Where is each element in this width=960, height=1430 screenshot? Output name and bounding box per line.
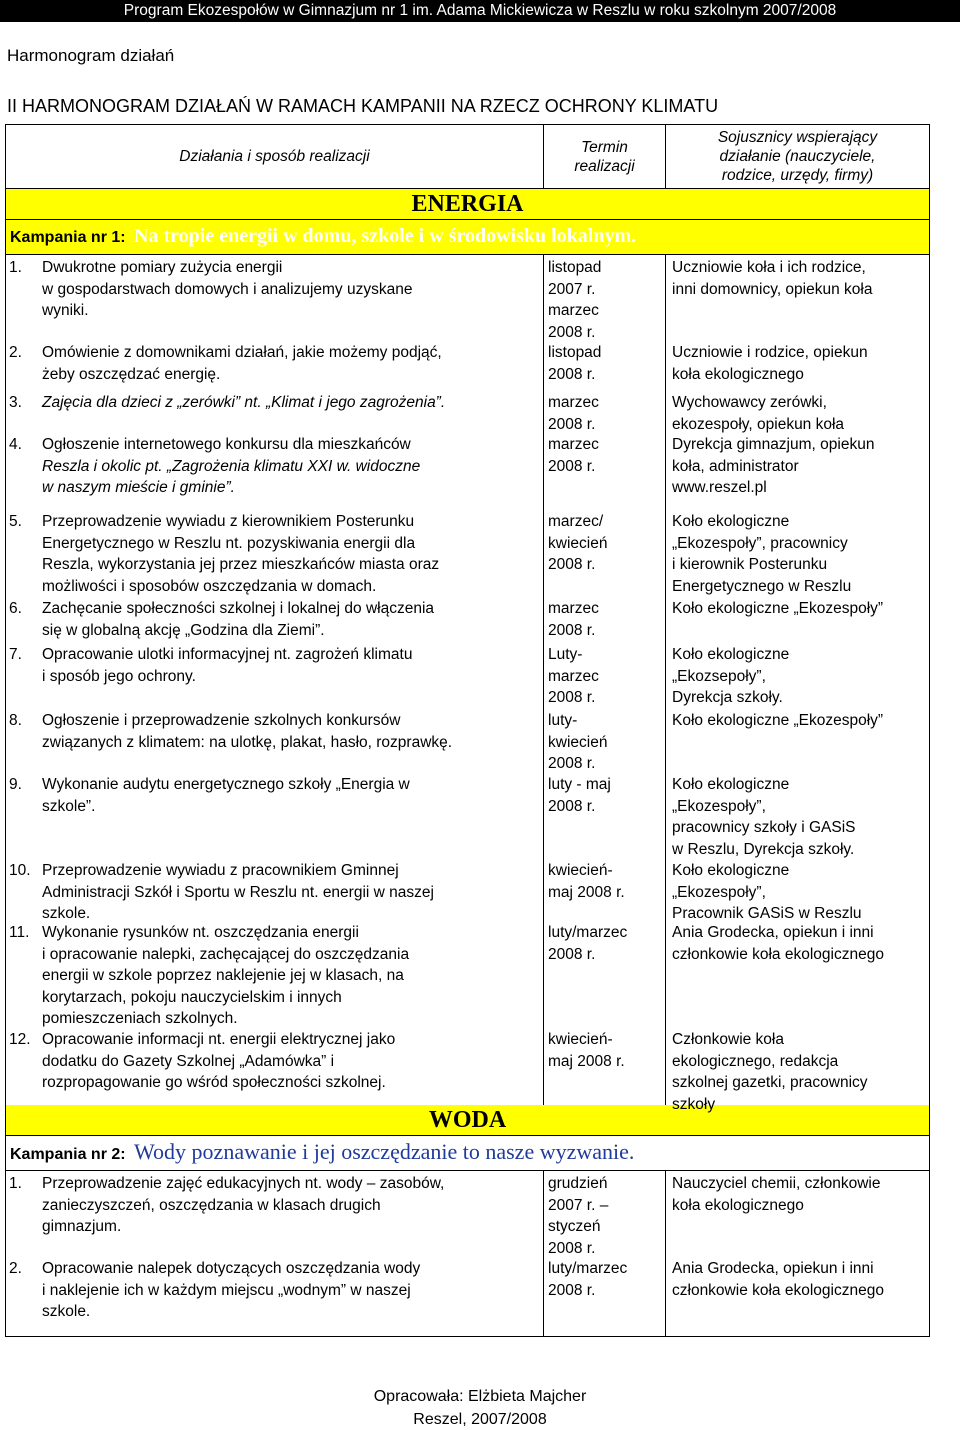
allies-line: „Ekozespoły”, <box>672 883 766 901</box>
allies-line: www.reszel.pl <box>672 479 767 496</box>
term-cell <box>543 1171 665 1256</box>
activity-cell <box>6 708 543 772</box>
activity-description <box>42 434 539 499</box>
term-cell <box>543 920 665 1027</box>
footer-author <box>0 1388 960 1406</box>
header-bar: Program Ekozespołów w Gimnazjum nr 1 im. Adama Mickiewicza w Reszlu w roku szkolnym 2007/2008 <box>0 0 960 22</box>
term-line: kwiecień- <box>548 862 613 879</box>
activity-description <box>42 257 539 322</box>
term-cell <box>543 432 665 509</box>
campaign-slogan: Wody poznawanie i jej oszczędzanie to nasze wyzwanie. <box>134 1139 635 1164</box>
allies-cell <box>665 432 929 509</box>
activity-description <box>42 774 539 817</box>
description-line: Wykonanie rysunków nt. oszczędzania energii <box>42 924 359 941</box>
table-row <box>6 920 929 1027</box>
description-line: się w globalną akcję „Godzina dla Ziemi”. <box>42 621 325 639</box>
activity-description <box>42 710 539 753</box>
table-row <box>6 858 929 920</box>
activity-description <box>42 598 539 641</box>
description-line: w gospodarstwach domowych i analizujemy uzyskane <box>42 280 413 298</box>
activity-description <box>42 644 539 687</box>
allies-cell <box>665 390 929 432</box>
header-allies-label <box>718 128 877 185</box>
term-line: 2008 r. <box>548 556 596 573</box>
term-line: 2008 r. <box>548 415 596 433</box>
term-line: marzec <box>548 667 599 685</box>
term-cell <box>543 642 665 708</box>
document-title: Harmonogram działań <box>7 46 175 65</box>
allies-cell <box>665 642 929 708</box>
allies-line: członkowie koła ekologicznego <box>672 945 884 963</box>
activity-cell <box>6 772 543 858</box>
section-band-woda: WODA <box>6 1105 929 1136</box>
term-line: 2008 r. <box>548 457 596 475</box>
description-line: Reszla, wykorzystania jej przez mieszkańców miasta oraz <box>42 556 440 573</box>
allies-line: Koło ekologiczne <box>672 513 790 530</box>
table-row <box>6 1256 929 1336</box>
allies-line: szkoły <box>672 1095 716 1113</box>
activity-cell <box>6 432 543 509</box>
allies-line: Koło ekologiczne <box>672 646 790 663</box>
campaign-1-row <box>6 220 929 255</box>
description-line: szkole”. <box>42 797 96 815</box>
term-cell <box>543 390 665 432</box>
description-line: Przeprowadzenie zajęć edukacyjnych nt. wody – zasobów, <box>42 1175 445 1192</box>
item-number: 10. <box>9 862 31 879</box>
schedule-table <box>5 124 930 1337</box>
item-number: 4. <box>9 436 22 453</box>
item-number: 2. <box>9 344 22 361</box>
term-line: luty/marzec <box>548 924 628 941</box>
allies-line: szkolnej gazetki, pracownicy <box>672 1074 868 1091</box>
description-line: i opracowanie nalepki, zachęcającej do oszczędzania <box>42 945 410 963</box>
table-row <box>6 772 929 858</box>
activity-cell <box>6 509 543 596</box>
activity-cell <box>6 390 543 432</box>
description-line: korytarzach, pokoju nauczycielskim i innych <box>42 988 342 1006</box>
term-cell <box>543 708 665 772</box>
description-line: Opracowanie ulotki informacyjnej nt. zagrożeń klimatu <box>42 646 413 663</box>
energia-rows <box>6 255 929 1113</box>
allies-line: w Reszlu, Dyrekcja szkoły. <box>672 840 855 858</box>
term-line: 2008 r. <box>548 755 596 772</box>
term-line: luty - maj <box>548 776 611 793</box>
allies-line: Dyrekcja szkoły. <box>672 689 783 706</box>
allies-line: koła, administrator <box>672 457 799 475</box>
header-term-line: Termin <box>581 138 628 156</box>
allies-line: koła ekologicznego <box>672 1196 804 1214</box>
term-line: 2008 r. <box>548 365 596 383</box>
description-line: Przeprowadzenie wywiadu z pracownikiem Gminnej <box>42 862 399 879</box>
item-number: 6. <box>9 600 22 617</box>
activity-description <box>42 392 539 414</box>
description-line: Opracowanie informacji nt. energii elektrycznej jako <box>42 1031 396 1048</box>
activity-description <box>42 1258 539 1323</box>
allies-line: Energetycznego w Reszlu <box>672 577 852 595</box>
section-band-energia: ENERGIA <box>6 189 929 220</box>
description-line: Opracowanie nalepek dotyczących oszczędzania wody <box>42 1260 421 1277</box>
activity-description <box>42 511 539 597</box>
activity-description <box>42 1173 539 1238</box>
header-allies <box>665 125 929 188</box>
item-number: 1. <box>9 1175 22 1192</box>
header-allies-line: działanie (nauczyciele, <box>719 148 876 165</box>
allies-cell <box>665 340 929 390</box>
item-number: 1. <box>9 259 22 276</box>
description-line: wyniki. <box>42 302 89 319</box>
activity-description <box>42 922 539 1030</box>
allies-line: Ania Grodecka, opiekun i inni <box>672 1260 874 1277</box>
table-row <box>6 642 929 708</box>
description-line: i sposób jego ochrony. <box>42 667 196 685</box>
allies-line: Pracownik GASiS w Reszlu <box>672 905 862 922</box>
allies-line: „Ekozespoły”, pracownicy <box>672 534 848 552</box>
term-cell <box>543 772 665 858</box>
description-line: i naklejenie ich w każdym miejscu „wodnym” w naszej <box>42 1281 411 1299</box>
term-line: styczeń <box>548 1218 601 1235</box>
activity-cell <box>6 340 543 390</box>
description-line: szkole. <box>42 905 91 922</box>
description-line: energii w szkole poprzez naklejenie jej w klasach, na <box>42 967 404 984</box>
table-row <box>6 390 929 432</box>
term-line: kwiecień <box>548 534 608 552</box>
allies-cell <box>665 858 929 920</box>
allies-cell <box>665 772 929 858</box>
item-number: 9. <box>9 776 22 793</box>
allies-line: Koło ekologiczne <box>672 776 790 793</box>
term-cell <box>543 255 665 340</box>
main-heading: II HARMONOGRAM DZIAŁAŃ W RAMACH KAMPANII NA RZECZ OCHRONY KLIMATU <box>7 96 719 116</box>
header-activities-label: Działania i sposób realizacji <box>179 148 370 165</box>
description-line: Zachęcanie społeczności szkolnej i lokalnej do włączenia <box>42 600 435 617</box>
item-number: 7. <box>9 646 22 663</box>
table-row <box>6 596 929 642</box>
activity-description <box>42 342 539 385</box>
allies-line: pracownicy szkoły i GASiS <box>672 819 856 836</box>
table-row <box>6 340 929 390</box>
term-line: 2008 r. <box>548 945 596 963</box>
description-line: związanych z klimatem: na ulotkę, plakat, hasło, rozprawkę. <box>42 733 453 751</box>
allies-line: i kierownik Posterunku <box>672 556 828 573</box>
description-line: Przeprowadzenie wywiadu z kierownikiem Posterunku <box>42 513 415 530</box>
campaign-label: Kampania nr 1: <box>10 229 126 246</box>
allies-line: „Ekozsepoły”, <box>672 667 766 685</box>
allies-line: Koło ekologiczne „Ekozespoły” <box>672 600 884 617</box>
activity-cell <box>6 642 543 708</box>
allies-cell <box>665 255 929 340</box>
item-number: 11. <box>9 924 30 941</box>
term-cell <box>543 858 665 920</box>
activity-cell <box>6 920 543 1027</box>
term-cell <box>543 1256 665 1336</box>
allies-line: Członkowie koła <box>672 1031 784 1048</box>
allies-line: „Ekozespoły”, <box>672 797 766 815</box>
description-line: pomieszczeniach szkolnych. <box>42 1010 238 1027</box>
table-header <box>6 125 929 189</box>
activity-cell <box>6 596 543 642</box>
term-line: 2008 r. <box>548 1281 596 1299</box>
table-row <box>6 1027 929 1113</box>
item-number: 8. <box>9 712 22 729</box>
term-line: maj 2008 r. <box>548 883 625 901</box>
allies-line: ekologicznego, redakcja <box>672 1052 839 1070</box>
term-line: Luty- <box>548 646 583 663</box>
description-line: Ogłoszenie internetowego konkursu dla mieszkańców <box>42 436 411 453</box>
activity-cell <box>6 255 543 340</box>
term-line: marzec <box>548 394 599 411</box>
description-line: gimnazjum. <box>42 1218 122 1235</box>
description-line: Wykonanie audytu energetycznego szkoły „Energia w <box>42 776 410 793</box>
campaign-label: Kampania nr 2: <box>10 1146 126 1163</box>
term-line: kwiecień- <box>548 1031 613 1048</box>
activity-cell <box>6 1027 543 1105</box>
footer-place-year: Reszel, 2007/2008 <box>413 1411 547 1428</box>
allies-cell <box>665 708 929 772</box>
description-line: Zajęcia dla dzieci z „zerówki” nt. „Klimat i jego zagrożenia”. <box>42 394 446 411</box>
allies-line: Koło ekologiczne <box>672 862 790 879</box>
header-activities <box>6 125 543 188</box>
term-line: 2008 r. <box>548 689 596 706</box>
term-line: listopad <box>548 344 602 361</box>
campaign-slogan: Na tropie energii w domu, szkole i w środowisku lokalnym. <box>134 225 637 247</box>
term-line: 2008 r. <box>548 323 596 341</box>
allies-line: Uczniowie koła i ich rodzice, <box>672 259 866 276</box>
term-line: luty- <box>548 712 578 729</box>
description-line: rozpropagowanie go wśród społeczności szkolnej. <box>42 1074 386 1091</box>
item-number: 3. <box>9 394 22 411</box>
term-line: maj 2008 r. <box>548 1052 625 1070</box>
allies-line: Koło ekologiczne „Ekozespoły” <box>672 712 884 729</box>
term-line: 2007 r. <box>548 280 596 298</box>
allies-cell <box>665 1027 929 1113</box>
description-line: żeby oszczędzać energię. <box>42 365 221 383</box>
allies-line: członkowie koła ekologicznego <box>672 1281 884 1299</box>
header-allies-line: rodzice, urzędy, firmy) <box>721 167 874 184</box>
term-line: 2007 r. – <box>548 1196 609 1214</box>
table-row <box>6 1171 929 1256</box>
activity-description <box>42 860 539 925</box>
term-line: marzec/ <box>548 513 604 530</box>
description-line: Ogłoszenie i przeprowadzenie szkolnych konkursów <box>42 712 401 729</box>
allies-line: Uczniowie i rodzice, opiekun <box>672 344 868 361</box>
item-number: 5. <box>9 513 22 530</box>
description-line: w naszym mieście i gminie”. <box>42 479 235 496</box>
term-line: marzec <box>548 600 599 617</box>
allies-cell <box>665 1256 929 1336</box>
activity-cell <box>6 1256 543 1336</box>
header-term-line: realizacji <box>574 157 635 175</box>
term-line: 2008 r. <box>548 797 596 815</box>
woda-rows <box>6 1171 929 1336</box>
term-line: kwiecień <box>548 733 608 751</box>
term-cell <box>543 340 665 390</box>
table-row <box>6 255 929 340</box>
term-line: 2008 r. <box>548 621 596 639</box>
term-cell <box>543 1027 665 1105</box>
author-label: Opracowała: <box>373 1388 464 1405</box>
allies-line: Wychowawcy zerówki, <box>672 394 827 411</box>
term-line: grudzień <box>548 1175 608 1192</box>
allies-line: Ania Grodecka, opiekun i inni <box>672 924 874 941</box>
term-line: 2008 r. <box>548 1239 596 1257</box>
description-line: zanieczyszczeń, oszczędzania w klasach drugich <box>42 1196 381 1214</box>
author-name: Elżbieta Majcher <box>468 1388 587 1405</box>
description-line: Reszla i okolic pt. „Zagrożenia klimatu XXI w. widoczne <box>42 457 421 475</box>
allies-cell <box>665 920 929 1027</box>
term-cell <box>543 509 665 596</box>
allies-line: Nauczyciel chemii, członkowie <box>672 1175 881 1192</box>
term-cell <box>543 596 665 642</box>
description-line: Omówienie z domownikami działań, jakie możemy podjąć, <box>42 344 442 361</box>
description-line: możliwości i sposobów oszczędzania w domach. <box>42 577 377 595</box>
activity-cell <box>6 858 543 920</box>
activity-description <box>42 1029 539 1094</box>
allies-line: Dyrekcja gimnazjum, opiekun <box>672 436 875 453</box>
description-line: szkole. <box>42 1303 91 1320</box>
header-term-label <box>574 138 634 176</box>
allies-cell <box>665 596 929 642</box>
allies-cell <box>665 509 929 596</box>
term-line: luty/marzec <box>548 1260 628 1277</box>
campaign-2-row <box>6 1136 929 1171</box>
description-line: Energetycznego w Reszlu nt. pozyskiwania energii dla <box>42 534 416 552</box>
table-row <box>6 432 929 509</box>
allies-line: ekozespoły, opiekun koła <box>672 415 845 433</box>
activity-cell <box>6 1171 543 1256</box>
item-number: 12. <box>9 1031 31 1048</box>
table-row <box>6 708 929 772</box>
table-row <box>6 509 929 596</box>
allies-line: inni domownicy, opiekun koła <box>672 280 873 298</box>
item-number: 2. <box>9 1260 22 1277</box>
header-allies-line: Sojusznicy wspierający <box>717 129 878 146</box>
description-line: Dwukrotne pomiary zużycia energii <box>42 259 283 276</box>
allies-cell <box>665 1171 929 1256</box>
allies-line: koła ekologicznego <box>672 365 804 383</box>
description-line: dodatku do Gazety Szkolnej „Adamówka” i <box>42 1052 335 1070</box>
term-line: listopad <box>548 259 602 276</box>
description-line: Administracji Szkół i Sportu w Reszlu nt. energii w naszej <box>42 883 434 901</box>
term-line: marzec <box>548 302 599 319</box>
header-term <box>543 125 665 188</box>
term-line: marzec <box>548 436 599 453</box>
